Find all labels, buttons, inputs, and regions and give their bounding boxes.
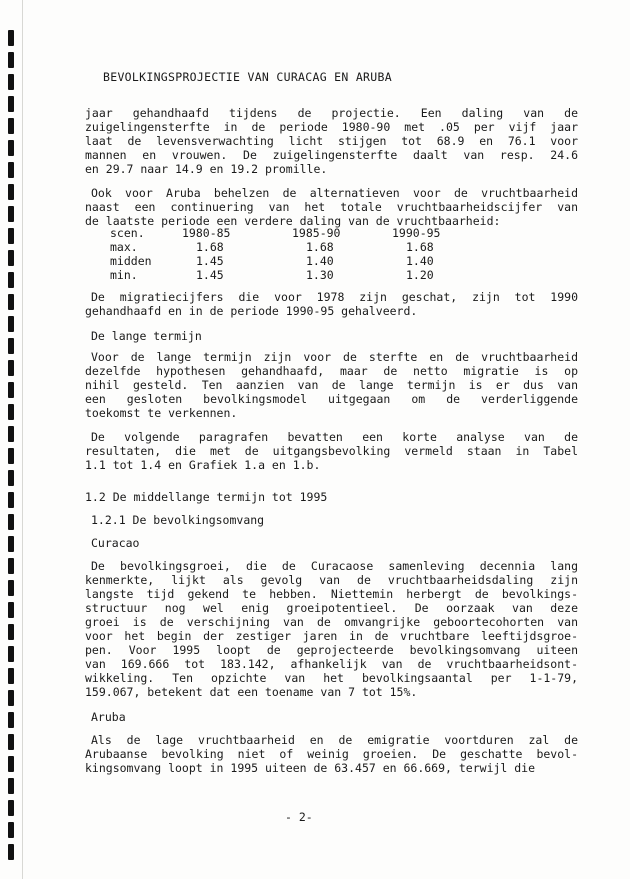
binding-hole bbox=[8, 294, 14, 310]
paragraph-line: voor het begin der zestiger jaren in de vruchtbare leeftijdsgroe- bbox=[85, 629, 578, 643]
binding-hole bbox=[8, 822, 14, 838]
paragraph-line: resultaten, die met de uitgangsbevolking vermeld staan in Tabel bbox=[85, 444, 578, 458]
table-cell: 1.40 bbox=[306, 254, 334, 268]
binding-hole bbox=[8, 778, 14, 794]
paragraph-line: laat de levensverwachting licht stijgen tot 68.9 en 76.1 voor bbox=[85, 134, 578, 148]
paragraph-line: Als de lage vruchtbaarheid en de emigratie voortduren zal de bbox=[91, 733, 578, 747]
binding-hole bbox=[8, 646, 14, 662]
paragraph-line: dezelfde hypothesen gehandhaafd, maar de netto migratie is op bbox=[85, 364, 578, 378]
table-cell: 1.45 bbox=[196, 268, 224, 282]
section-heading-1-2-1: 1.2.1 De bevolkingsomvang bbox=[91, 513, 265, 527]
paragraph-line: 1.1 tot 1.4 en Grafiek 1.a en 1.b. bbox=[85, 458, 321, 472]
binding-hole bbox=[8, 96, 14, 112]
binding-hole bbox=[8, 206, 14, 222]
table-row bbox=[110, 240, 462, 254]
paragraph-line: structuur nog wel enig groeipotentieel. De oorzaak van deze bbox=[85, 601, 578, 615]
table-row bbox=[110, 254, 462, 268]
binding-hole bbox=[8, 536, 14, 552]
binding-hole bbox=[8, 272, 14, 288]
document-title: BEVOLKINGSPROJECTIE VAN CURACAG EN ARUBA bbox=[103, 70, 392, 84]
table-cell: 1980-85 bbox=[182, 226, 231, 240]
binding-hole bbox=[8, 162, 14, 178]
binding-hole bbox=[8, 602, 14, 618]
paragraph-line: een gesloten bevolkingsmodel uitgegaan om de verderliggende bbox=[85, 392, 578, 406]
binding-hole bbox=[8, 140, 14, 156]
subheading-aruba: Aruba bbox=[91, 710, 126, 724]
paragraph-line: zuigelingensterfte in de periode 1980-90 met .05 per vijf jaar bbox=[85, 120, 578, 134]
table-cell: max. bbox=[110, 240, 138, 254]
binding-hole bbox=[8, 734, 14, 750]
binding-hole bbox=[8, 712, 14, 728]
binding-hole bbox=[8, 624, 14, 640]
paragraph-line: groei is de verschijning van de omvangrijke geboortecohorten van bbox=[85, 615, 578, 629]
table-cell: 1990-95 bbox=[392, 226, 441, 240]
fertility-table bbox=[110, 226, 462, 282]
paragraph-line: de laatste periode een verdere daling van de vruchtbaarheid: bbox=[85, 214, 501, 228]
paragraph-line: kingsomvang loopt in 1995 uiteen de 63.457 en 66.669, terwijl die bbox=[85, 761, 536, 775]
table-row bbox=[110, 268, 462, 282]
binding-hole bbox=[8, 492, 14, 508]
table-cell: 1.30 bbox=[306, 268, 334, 282]
paragraph-line: jaar gehandhaafd tijdens de projectie. Een daling van de bbox=[85, 106, 578, 120]
table-cell: 1.45 bbox=[196, 254, 224, 268]
binding-hole bbox=[8, 426, 14, 442]
page-number: - 2- bbox=[285, 810, 313, 824]
binding-hole bbox=[8, 118, 14, 134]
table-cell: midden bbox=[110, 254, 152, 268]
subheading-curacao: Curacao bbox=[91, 536, 140, 550]
table-cell: min. bbox=[110, 268, 138, 282]
paragraph-line: kenmerkte, lijkt als gevolg van de vruchtbaarheidsdaling zijn bbox=[85, 573, 578, 587]
binding-hole bbox=[8, 52, 14, 68]
paragraph-line: mannen en vrouwen. De zuigelingensterfte daalt van resp. 24.6 bbox=[85, 148, 578, 162]
table-header-row bbox=[110, 226, 462, 240]
binding-hole bbox=[8, 690, 14, 706]
binding-hole bbox=[8, 558, 14, 574]
binding-hole bbox=[8, 250, 14, 266]
binding-hole bbox=[8, 668, 14, 684]
table-cell: 1985-90 bbox=[292, 226, 341, 240]
paragraph-line: nihil gesteld. Ten aanzien van de lange termijn is er dus van bbox=[85, 378, 578, 392]
binding-hole bbox=[8, 360, 14, 376]
paragraph-line: en 29.7 naar 14.9 en 19.2 promille. bbox=[85, 162, 328, 176]
binding-hole bbox=[8, 74, 14, 90]
binding-hole bbox=[8, 448, 14, 464]
table-cell: scen. bbox=[110, 226, 145, 240]
binding-hole bbox=[8, 470, 14, 486]
page-edge bbox=[22, 0, 23, 879]
binding-hole bbox=[8, 228, 14, 244]
table-cell: 1.20 bbox=[406, 268, 434, 282]
binding-hole bbox=[8, 316, 14, 332]
paragraph-line: De bevolkingsgroei, die de Curacaose samenleving decennia lang bbox=[91, 559, 578, 573]
binding-hole bbox=[8, 30, 14, 46]
binding-hole bbox=[8, 756, 14, 772]
paragraph-line: naast een continuering van het totale vruchtbaarheidscijfer van bbox=[85, 200, 578, 214]
paragraph-line: wikkeling. Ten opzichte van het bevolkingsaantal per 1-1-79, bbox=[85, 671, 578, 685]
binding-hole bbox=[8, 382, 14, 398]
binding-hole bbox=[8, 580, 14, 596]
table-cell: 1.68 bbox=[306, 240, 334, 254]
binding-holes bbox=[4, 0, 18, 879]
paragraph-line: 159.067, betekent dat een toename van 7 tot 15%. bbox=[85, 685, 418, 699]
section-heading-lange-termijn: De lange termijn bbox=[91, 329, 202, 343]
table-cell: 1.68 bbox=[406, 240, 434, 254]
paragraph-line: Arubaanse bevolking niet of weinig groeien. De geschatte bevol- bbox=[85, 747, 578, 761]
paragraph-line: gehandhaafd en in de periode 1990-95 gehalveerd. bbox=[85, 304, 418, 318]
binding-hole bbox=[8, 404, 14, 420]
paragraph-line: De migratiecijfers die voor 1978 zijn geschat, zijn tot 1990 bbox=[91, 290, 578, 304]
binding-hole bbox=[8, 338, 14, 354]
paragraph-line: De volgende paragrafen bevatten een korte analyse van de bbox=[91, 430, 578, 444]
paragraph-line: Ook voor Aruba behelzen de alternatieven voor de vruchtbaarheid bbox=[91, 186, 578, 200]
binding-hole bbox=[8, 800, 14, 816]
paragraph-line: toekomst te verkennen. bbox=[85, 406, 238, 420]
paragraph-line: Voor de lange termijn zijn voor de sterfte en de vruchtbaarheid bbox=[91, 350, 578, 364]
table-cell: 1.68 bbox=[196, 240, 224, 254]
paragraph-line: langste tijd gekend te hebben. Niettemin herbergt de bevolkings- bbox=[85, 587, 578, 601]
binding-hole bbox=[8, 514, 14, 530]
paragraph-line: van 169.666 tot 183.142, afhankelijk van de vruchtbaarheidsont- bbox=[85, 657, 578, 671]
binding-hole bbox=[8, 844, 14, 860]
section-heading-1-2: 1.2 De middellange termijn tot 1995 bbox=[85, 490, 328, 504]
binding-hole bbox=[8, 184, 14, 200]
paragraph-line: pen. Voor 1995 loopt de geprojecteerde bevolkingsomvang uiteen bbox=[85, 643, 578, 657]
table-cell: 1.40 bbox=[406, 254, 434, 268]
